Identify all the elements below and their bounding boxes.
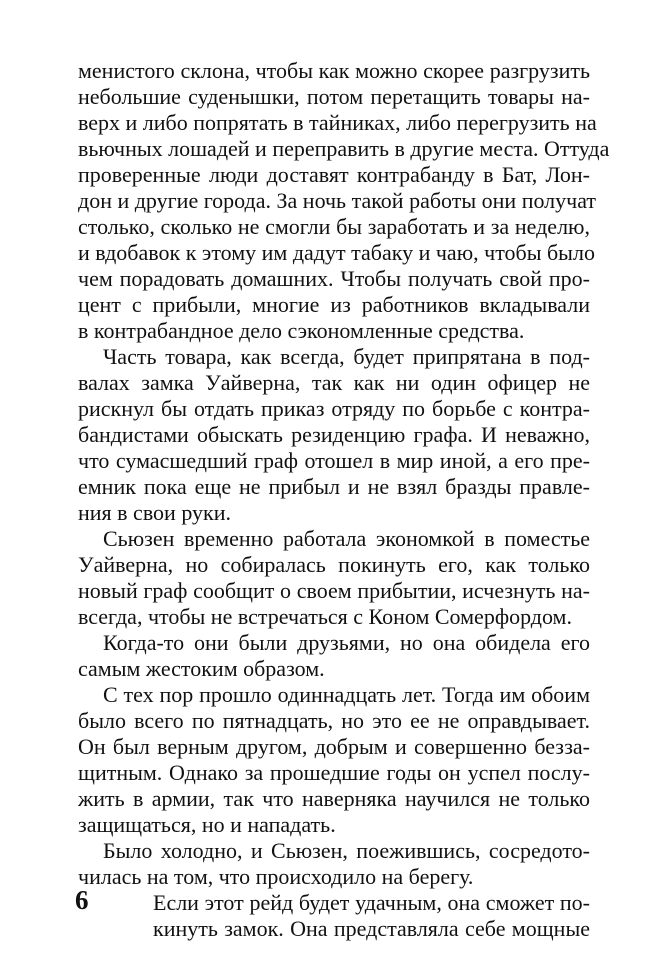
text-line: что сумасшедший граф отошел в мир иной, а его пре- [78,448,590,473]
text-line: и вдобавок к этому им дадут табаку и чаю, чтобы было [78,240,595,265]
text-line: чилась на том, что происходило на берегу. [78,864,474,889]
text-line: менистого склона, чтобы как можно скорее разгрузить [78,58,590,83]
text-line: всегда, чтобы не встречаться с Коном Сомерфордом. [78,604,572,629]
text-line: жить в армии, так что наверняка научился не только [78,786,590,811]
paragraph-first-line: Когда-то они были друзьями, но она обидела его [103,630,590,655]
text-line: новый граф сообщит о своем прибытии, исчезнуть на- [78,578,590,603]
text-line: ния в свои руки. [78,500,232,525]
text-line: рискнул бы отдать приказ отряду по борьбе с контра- [78,396,590,421]
text-line: было всего по пятнадцать, но это ее не оправдывает. [78,708,590,733]
text-line: дон и другие города. За ночь такой работы они получат [78,188,597,213]
text-line: валах замка Уайверна, так как ни один офицер не [78,370,590,395]
page-number: 6 [75,885,89,915]
paragraph-first-line: С тех пор прошло одиннадцать лет. Тогда им обоим [103,682,590,707]
text-line: Уайверна, но собиралась покинуть его, как только [78,552,590,577]
text-line: цент с прибыли, многие из работников вкладывали [78,292,590,317]
text-line: защищаться, но и нападать. [78,812,336,837]
text-line: небольшие суденышки, потом перетащить товары на- [78,84,590,109]
paragraph-first-line: Часть товара, как всегда, будет припрятана в под- [103,344,590,369]
text-line: щитным. Однако за прошедшие годы он успел послу- [78,760,590,785]
text-line: емник пока еще не прибыл и не взял бразды правле- [78,474,590,499]
paragraph-first-line: Если этот рейд будет удачным, она сможет по- [153,890,590,915]
paragraph-first-line: Было холодно, и Сьюзен, поежившись, сосредото- [103,838,590,863]
text-line: самым жестоким образом. [78,656,325,681]
text-line: кинуть замок. Она представляла себе мощные [153,916,590,941]
paragraph-first-line: Сьюзен временно работала экономкой в поместье [103,526,590,551]
text-line: бандистами обыскать резиденцию графа. И неважно, [78,422,590,447]
text-line: Он был верным другом, добрым и совершенно безза- [78,734,590,759]
text-line: проверенные люди доставят контрабанду в Бат, Лон- [78,162,590,187]
text-line: вьючных лошадей и переправить в другие места. Оттуда [78,136,610,161]
text-line: чем порадовать домашних. Чтобы получать свой про- [78,266,590,291]
text-line: верх и либо попрятать в тайниках, либо перегрузить на [78,110,597,135]
text-line: в контрабандное дело сэкономленные средства. [78,318,525,343]
text-line: столько, сколько не смогли бы заработать и за неделю, [78,214,590,239]
